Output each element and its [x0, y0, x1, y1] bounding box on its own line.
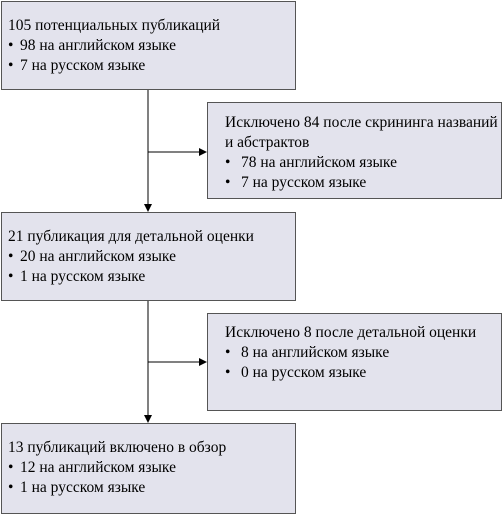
box-title: 13 публикаций включено в обзор [8, 439, 227, 456]
item-text: 7 на русском языке [20, 57, 146, 74]
item-text: 12 на английском языке [20, 459, 176, 476]
box-potential-publications [1, 1, 296, 90]
bullet: • [8, 268, 14, 285]
box-list [225, 343, 501, 383]
item-text: 0 на русском языке [241, 364, 367, 381]
item-text: 98 на английском языке [20, 37, 176, 54]
box-excluded-screening [207, 102, 502, 199]
item-text: 20 на английском языке [20, 248, 176, 265]
bullet: • [225, 364, 231, 381]
item-text: 78 на английском языке [241, 154, 397, 171]
box-detailed-assessment [1, 212, 296, 301]
list-item [8, 478, 295, 498]
item-text: 1 на русском языке [20, 479, 146, 496]
item-text: 8 на английском языке [241, 344, 390, 361]
box-title: Исключено 84 после скрининга названий и абстрактов [225, 114, 498, 151]
bullet: • [8, 57, 14, 74]
list-item [225, 363, 501, 383]
bullet: • [225, 154, 231, 171]
bullet: • [225, 174, 231, 191]
list-item [8, 267, 295, 287]
box-title: 21 публикация для детальной оценки [8, 228, 254, 245]
box-list [8, 36, 295, 76]
bullet: • [225, 344, 231, 361]
box-title: 105 потенциальных публикаций [8, 17, 221, 34]
list-item [8, 36, 295, 56]
bullet: • [8, 479, 14, 496]
box-title: Исключено 8 после детальной оценки [225, 324, 477, 341]
item-text: 1 на русском языке [20, 268, 146, 285]
bullet: • [8, 37, 14, 54]
box-list [8, 247, 295, 287]
box-list [8, 458, 295, 498]
box-included-review [1, 423, 296, 514]
list-item [8, 247, 295, 267]
bullet: • [8, 459, 14, 476]
list-item [8, 458, 295, 478]
item-text: 7 на русском языке [241, 174, 367, 191]
list-item [225, 343, 501, 363]
bullet: • [8, 248, 14, 265]
list-item [225, 153, 501, 173]
list-item [225, 173, 501, 193]
box-excluded-detailed [207, 313, 502, 411]
list-item [8, 56, 295, 76]
box-list [225, 153, 501, 193]
